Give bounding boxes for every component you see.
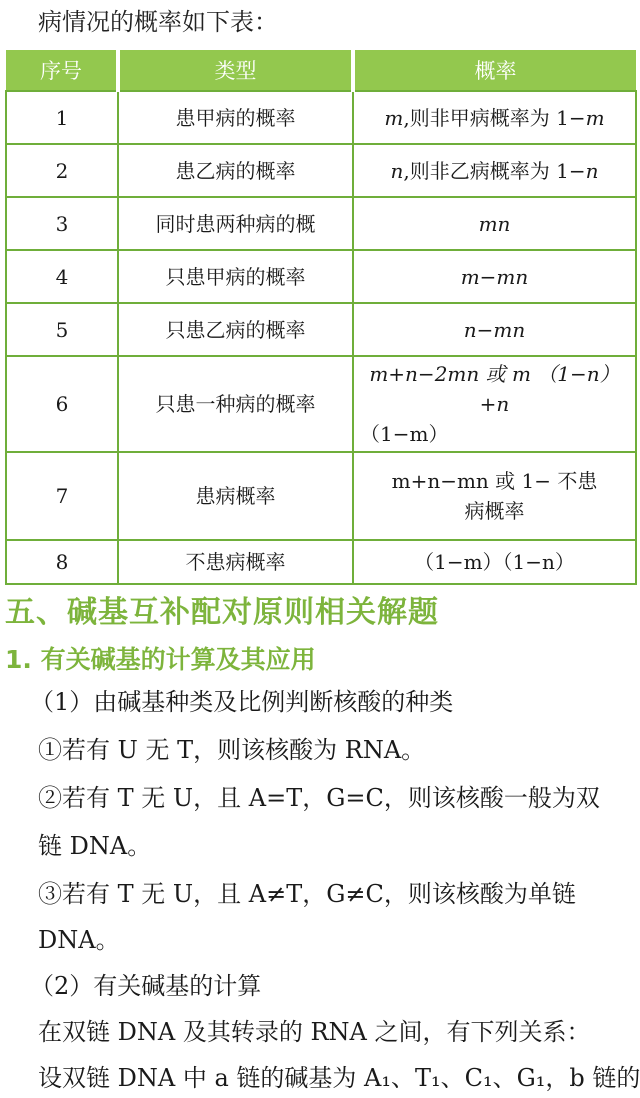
cell-type: 不患病概率 <box>118 540 353 584</box>
cell-type: 患病概率 <box>118 452 353 540</box>
cell-index: 4 <box>6 250 118 303</box>
table-row <box>6 250 636 303</box>
cell-index: 1 <box>6 91 118 144</box>
cell-probability: （1−m）（1−n） <box>353 540 636 584</box>
cell-probability: m+n−mn 或 1− 不患 病概率 <box>353 452 636 540</box>
cell-index: 3 <box>6 197 118 250</box>
header-probability: 概率 <box>353 50 636 91</box>
table-row <box>6 144 636 197</box>
table-row <box>6 91 636 144</box>
cell-index: 2 <box>6 144 118 197</box>
section-title: 五、碱基互补配对原则相关解题 <box>5 595 439 630</box>
intro-text: 病情况的概率如下表： <box>38 8 278 36</box>
body-line: 链 DNA。 <box>38 832 152 860</box>
cell-type: 只患乙病的概率 <box>118 303 353 356</box>
cell-index: 8 <box>6 540 118 584</box>
body-line: 设双链 DNA 中 a 链的碱基为 A₁、T₁、C₁、G₁，b 链的 <box>38 1064 640 1092</box>
table-row <box>6 197 636 250</box>
subsection-title: 1. 有关碱基的计算及其应用 <box>5 645 316 674</box>
cell-probability: m+n−2mn 或 m （1−n）+n （1−m） <box>353 356 636 452</box>
table-row <box>6 452 636 540</box>
cell-probability: n,则非乙病概率为 1−n <box>353 144 636 197</box>
header-type: 类型 <box>118 50 353 91</box>
table-header-row <box>6 50 636 91</box>
body-line: DNA。 <box>38 926 120 954</box>
header-index: 序号 <box>6 50 118 91</box>
table-row <box>6 303 636 356</box>
body-line: （2）有关碱基的计算 <box>30 972 262 1000</box>
cell-probability: n−mn <box>353 303 636 356</box>
cell-probability: mn <box>353 197 636 250</box>
body-line: ③若有 T 无 U，且 A≠T，G≠C，则该核酸为单链 <box>38 880 576 908</box>
cell-type: 患乙病的概率 <box>118 144 353 197</box>
cell-index: 5 <box>6 303 118 356</box>
cell-index: 7 <box>6 452 118 540</box>
probability-table <box>5 50 637 585</box>
body-line: 在双链 DNA 及其转录的 RNA 之间，有下列关系： <box>38 1018 591 1046</box>
cell-type: 患甲病的概率 <box>118 91 353 144</box>
cell-type: 只患一种病的概率 <box>118 356 353 452</box>
cell-probability: m,则非甲病概率为 1−m <box>353 91 636 144</box>
body-line: （1）由碱基种类及比例判断核酸的种类 <box>30 688 454 716</box>
cell-probability: m−mn <box>353 250 636 303</box>
table-row <box>6 356 636 452</box>
table-row <box>6 540 636 584</box>
cell-index: 6 <box>6 356 118 452</box>
cell-type: 同时患两种病的概 <box>118 197 353 250</box>
body-line: ②若有 T 无 U，且 A=T，G=C，则该核酸一般为双 <box>38 784 600 812</box>
cell-type: 只患甲病的概率 <box>118 250 353 303</box>
body-line: ①若有 U 无 T，则该核酸为 RNA。 <box>38 736 426 764</box>
